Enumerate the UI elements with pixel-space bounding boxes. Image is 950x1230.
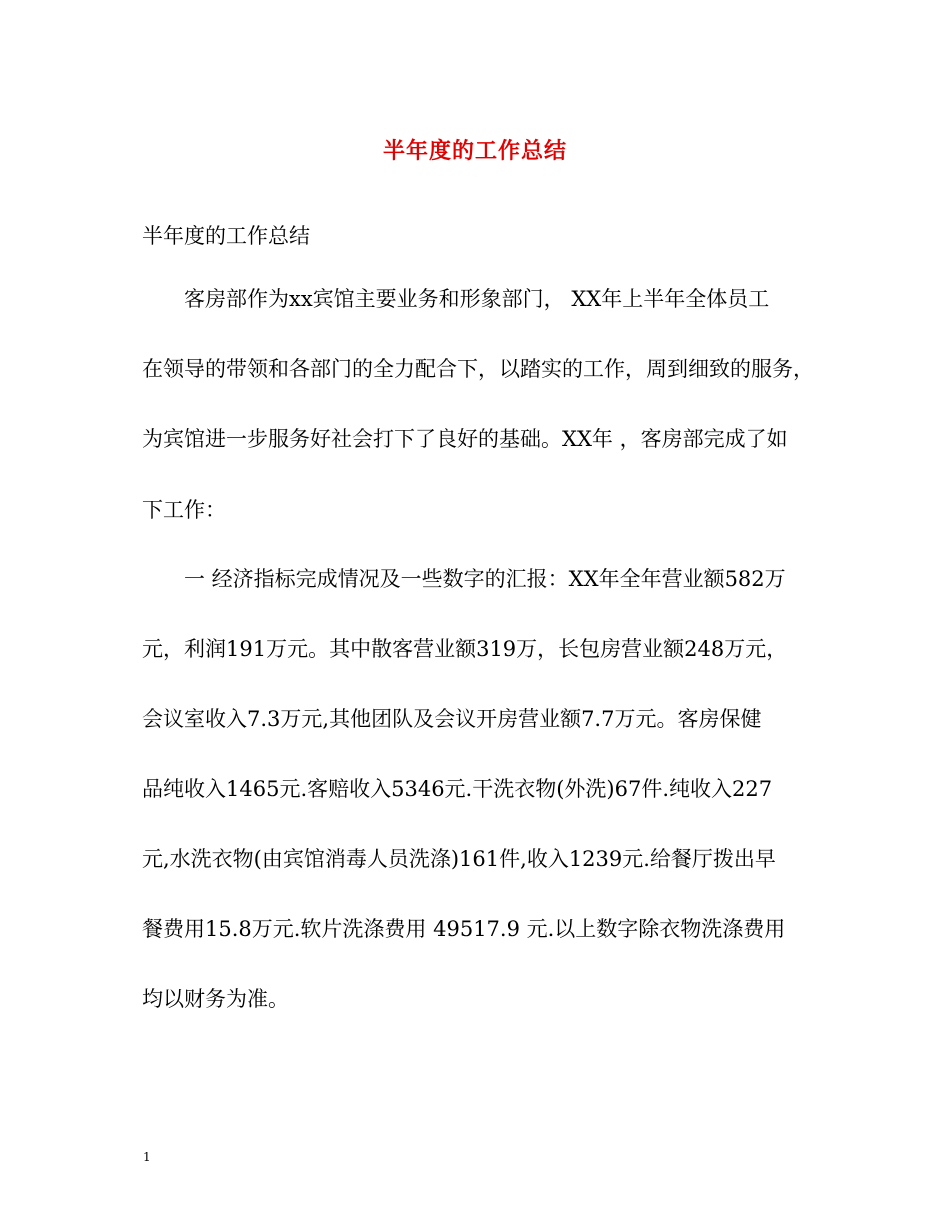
paragraph-line: 下工作： — [142, 498, 226, 522]
paragraph-line: 为宾馆进一步服务好社会打下了良好的基础。XX年 ，客房部完成了如 — [142, 427, 788, 451]
page-number: 1 — [143, 1150, 151, 1164]
paragraph-line: 元,水洗衣物(由宾馆消毒人员洗涤)161件,收入1239元.给餐厅拨出早 — [142, 847, 776, 871]
paragraph-line: 元，利润191万元。其中散客营业额319万，长包房营业额248万元， — [142, 637, 788, 661]
document-title: 半年度的工作总结 — [382, 138, 567, 164]
paragraph-line: 均以财务为准。 — [142, 987, 289, 1011]
paragraph-line: 客房部作为xx宾馆主要业务和形象部门， XX年上半年全体员工 — [184, 287, 770, 311]
section-heading: 半年度的工作总结 — [142, 224, 310, 248]
paragraph-line: 品纯收入1465元.客赔收入5346元.干洗衣物(外洗)67件.纯收入227 — [142, 777, 773, 801]
paragraph-line: 餐费用15.8万元.软片洗涤费用 49517.9 元.以上数字除衣物洗涤费用 — [142, 917, 786, 941]
paragraph-line: 会议室收入7.3万元,其他团队及会议开房营业额7.7万元。客房保健 — [142, 707, 762, 731]
paragraph-line: 一 经济指标完成情况及一些数字的汇报：XX年全年营业额582万 — [184, 567, 786, 591]
paragraph-line: 在领导的带领和各部门的全力配合下，以踏实的工作，周到细致的服务， — [142, 357, 814, 381]
